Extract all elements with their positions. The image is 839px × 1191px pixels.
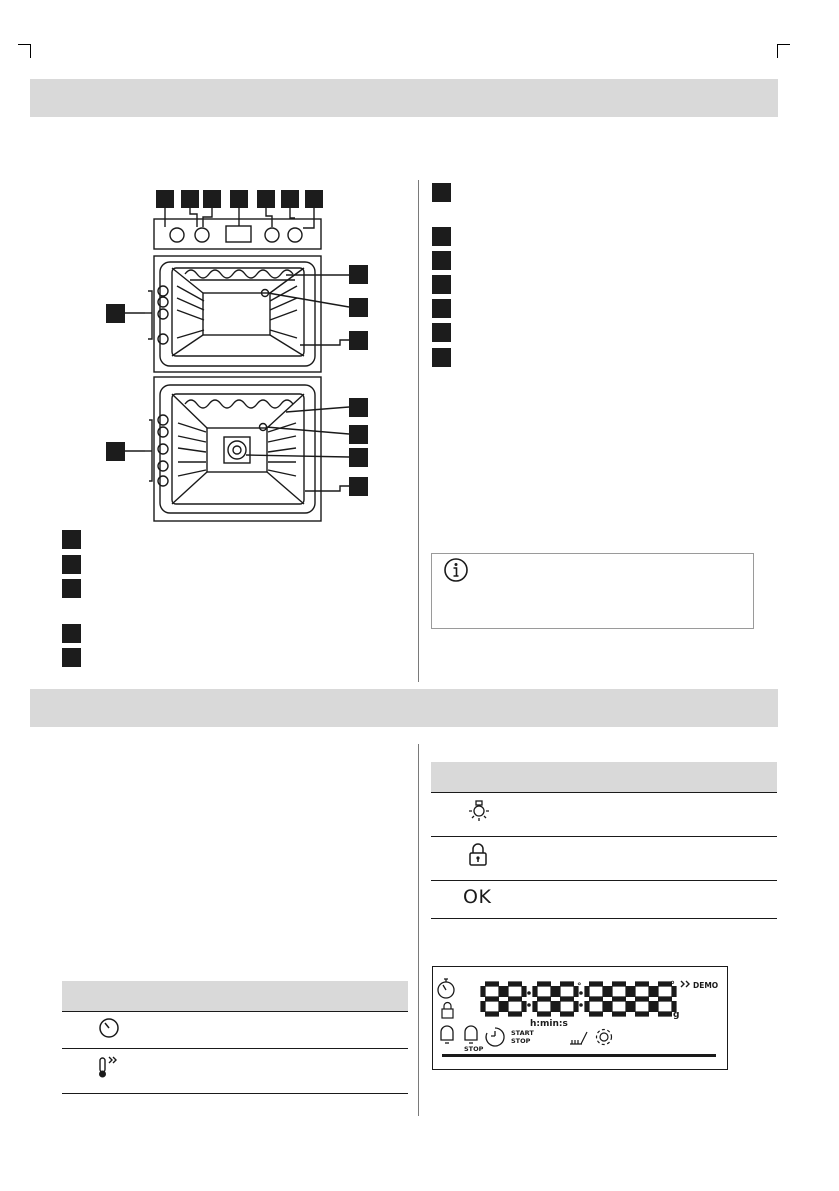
- table-rule: [431, 880, 777, 881]
- callout-marker: [203, 190, 221, 208]
- display-degree: °: [670, 980, 675, 991]
- callout-marker: [305, 190, 323, 208]
- legend-marker: [62, 579, 81, 598]
- display-demo: DEMO: [693, 981, 719, 990]
- legend-marker: [62, 624, 81, 643]
- info-icon: [443, 557, 469, 583]
- oven-diagram: [100, 180, 390, 525]
- info-note-box: [431, 553, 754, 629]
- crop-mark: [30, 44, 31, 58]
- callout-marker: [106, 442, 125, 461]
- legend-marker: [432, 275, 451, 294]
- section-header-bar-control-panel: [30, 689, 778, 727]
- legend-marker: [432, 227, 451, 246]
- legend-marker: [432, 348, 451, 367]
- display-start: START: [511, 1029, 534, 1037]
- display-bell-stop: STOP: [464, 1045, 484, 1053]
- fast-heat-icon: [681, 981, 689, 987]
- callout-marker: [349, 398, 368, 417]
- lamp-icon: [466, 798, 492, 824]
- section-header-bar-product-description: [30, 79, 778, 117]
- timer-icon: [97, 1016, 121, 1040]
- callout-marker: [106, 304, 125, 323]
- display-hms: h:min:s: [530, 1019, 568, 1029]
- display-gram: g: [673, 1010, 680, 1020]
- table-rule: [62, 1011, 408, 1012]
- table-header: [431, 762, 777, 792]
- settings-icon: [597, 1030, 612, 1045]
- legend-marker: [62, 648, 81, 667]
- callout-marker: [257, 190, 275, 208]
- callout-marker: [281, 190, 299, 208]
- legend-marker: [62, 555, 81, 574]
- display-stop: STOP: [511, 1037, 531, 1045]
- table-rule: [431, 918, 777, 919]
- callout-marker: [349, 265, 368, 284]
- table-rule: [62, 1093, 408, 1094]
- crop-mark: [18, 44, 31, 45]
- callout-marker: [230, 190, 248, 208]
- ok-label: OK: [463, 886, 492, 908]
- legend-marker: [432, 251, 451, 270]
- fast-heat-up-icon: [96, 1054, 124, 1080]
- lock-icon: [467, 842, 489, 868]
- callout-marker: [349, 425, 368, 444]
- callout-marker: [349, 298, 368, 317]
- callout-marker: [349, 448, 368, 467]
- display-degree-small: °: [577, 982, 582, 992]
- cleaning-icon: [570, 1032, 587, 1044]
- callout-marker: [349, 477, 368, 496]
- column-divider: [418, 180, 419, 682]
- callout-marker: [156, 190, 174, 208]
- legend-marker: [432, 299, 451, 318]
- stopwatch-icon: [438, 979, 454, 998]
- legend-marker: [432, 183, 451, 202]
- end-time-icon: [486, 1028, 504, 1046]
- column-divider: [418, 744, 419, 1116]
- display-panel-graphic: [432, 966, 728, 1070]
- table-rule: [62, 1048, 408, 1049]
- callout-marker: [349, 331, 368, 350]
- callout-marker: [181, 190, 199, 208]
- crop-mark: [777, 44, 790, 45]
- display-bar: [442, 1054, 716, 1057]
- table-header: [62, 981, 408, 1011]
- legend-marker: [432, 323, 451, 342]
- legend-marker: [62, 530, 81, 549]
- bell-stop-icon: [465, 1026, 477, 1043]
- display-lock-icon: [442, 1003, 453, 1019]
- table-rule: [431, 836, 777, 837]
- table-rule: [431, 792, 777, 793]
- crop-mark: [777, 44, 778, 58]
- bell-icon: [441, 1026, 453, 1043]
